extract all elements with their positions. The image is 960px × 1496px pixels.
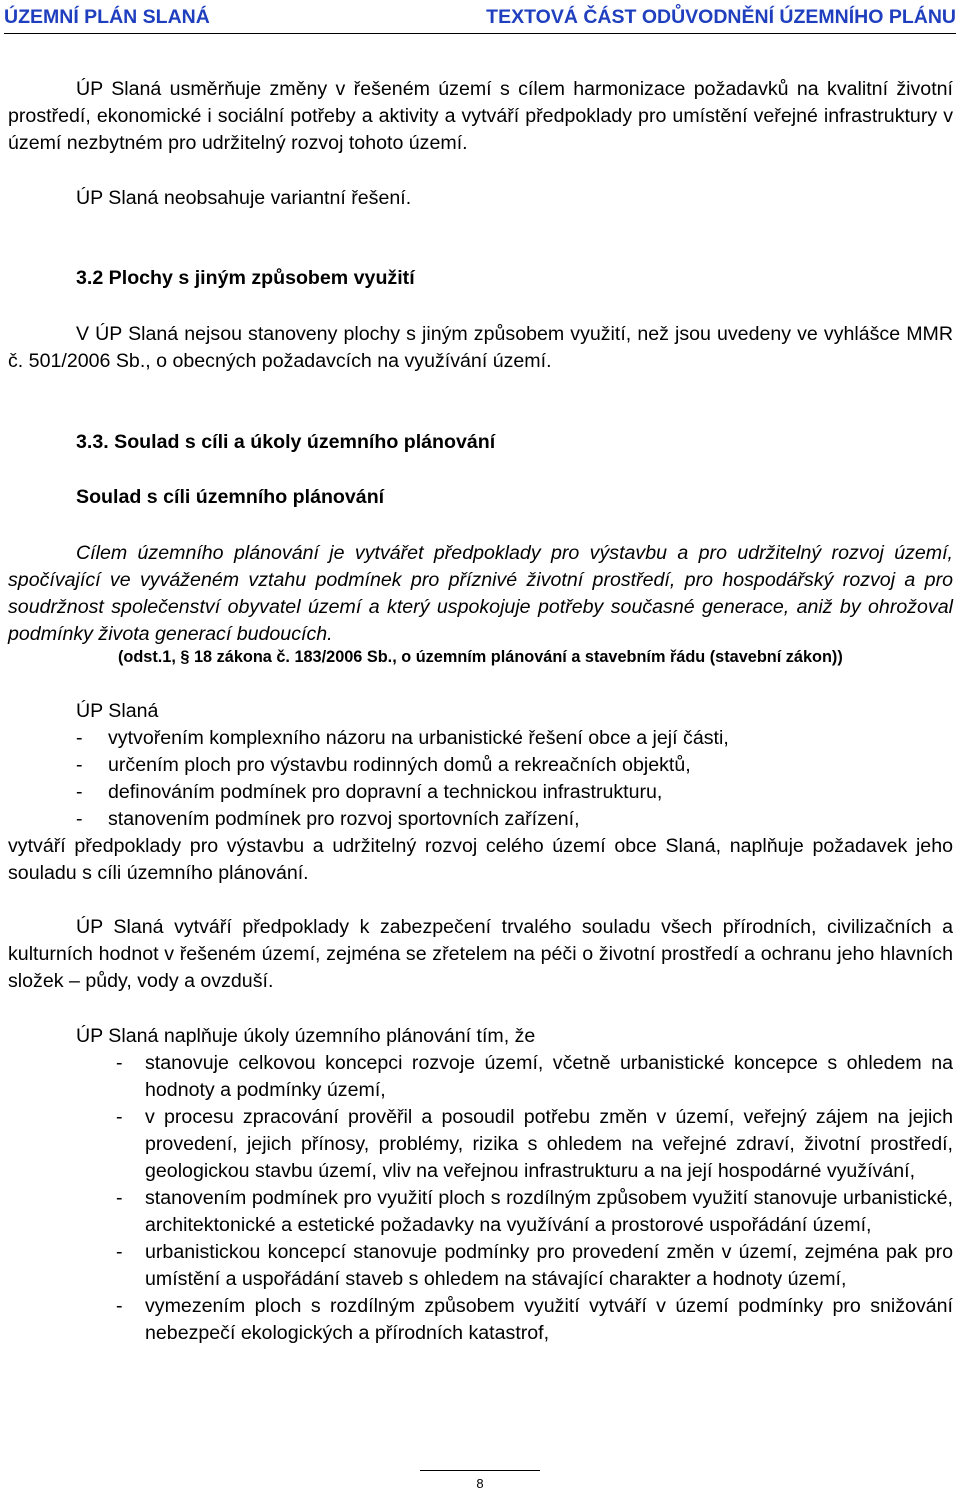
page-number: 8	[476, 1476, 484, 1491]
page-header	[4, 5, 956, 34]
intro-paragraph: ÚP Slaná usměrňuje změny v řešeném území s cílem harmonizace požadavků na kvalitní životní prostředí, ekonomické i sociální potřeby a aktivity a vytváří předpoklady pro umístění veřejné infrastruktury v území nezbytném pro udržitelný rozvoj tohoto území.	[8, 78, 953, 154]
section-3-2-text: V ÚP Slaná nejsou stanoveny plochy s jiným způsobem využití, než jsou uvedeny ve vyhlášce MMR č. 501/2006 Sb., o obecných požadavcích na využívání území.	[8, 323, 953, 372]
list-planning-measures	[8, 725, 953, 833]
list-item: - stanovuje celkovou koncepci rozvoje území, včetně urbanistické koncepce s ohledem na hodnoty a podmínky území,	[116, 1052, 953, 1101]
tasks-intro: ÚP Slaná naplňuje úkoly územního plánování tím, že	[76, 1025, 536, 1047]
list-item: - v procesu zpracování prověřil a posoudil potřebu změn v území, veřejný zájem na jejich provedení, jejich přínosy, problémy, rizika s ohledem na veřejné zdraví, životní prostředí, geologickou stavbu území, vliv na veřejnou infrastrukturu a na její hospodárné využívání,	[116, 1106, 953, 1182]
section-3-3-heading: 3.3. Soulad s cíli a úkoly územního plánování	[76, 431, 496, 453]
section-3-2-heading: 3.2 Plochy s jiným způsobem využití	[76, 267, 415, 289]
variant-note: ÚP Slaná neobsahuje variantní řešení.	[76, 187, 412, 209]
footer-divider	[420, 1470, 540, 1471]
list-item: - urbanistickou koncepcí stanovuje podmínky pro provedení změn v území, zejména pak pro umístění a uspořádání staveb s ohledem na stávající charakter a hodnoty území,	[116, 1241, 953, 1290]
section-3-3-subheading: Soulad s cíli územního plánování	[76, 486, 385, 508]
header-section-title: TEXTOVÁ ČÁST ODŮVODNĚNÍ ÚZEMNÍHO PLÁNU	[486, 6, 956, 28]
law-quote: Cílem územního plánování je vytvářet předpoklady pro výstavbu a pro udržitelný rozvoj území, spočívající ve vyváženém vztahu podmínek pro příznivé životní prostředí, pro hospodářský rozvoj a pro soudržnost společenství obyvatel území a který uspokojuje potřeby současné generace, aniž by ohrožoval podmínky života generací budoucích.	[8, 542, 953, 645]
list-item: - definováním podmínek pro dopravní a technickou infrastrukturu,	[76, 781, 663, 803]
list-item: - stanovením podmínek pro využití ploch s rozdílným způsobem využití stanovuje urbanistické, architektonické a estetické požadavky na využívání a prostorové uspořádání území,	[116, 1187, 953, 1236]
list-planning-tasks	[8, 1050, 953, 1347]
list-item: - vytvořením komplexního názoru na urbanistické řešení obce a její části,	[76, 727, 729, 749]
list-conclusion: vytváří předpoklady pro výstavbu a udržitelný rozvoj celého území obce Slaná, naplňuje požadavek jeho souladu s cíli územního plánování.	[8, 835, 953, 884]
list-item: - určením ploch pro výstavbu rodinných domů a rekreačních objektů,	[76, 754, 691, 776]
header-document-title: ÚZEMNÍ PLÁN SLANÁ	[4, 6, 210, 28]
law-citation: (odst.1, § 18 zákona č. 183/2006 Sb., o územním plánování a stavebním řádu (stavební zákon))	[118, 648, 843, 666]
list-item: - stanovením podmínek pro rozvoj sportovních zařízení,	[76, 808, 580, 830]
list-item: - vymezením ploch s rozdílným způsobem využití vytváří v území podmínky pro snižování nebezpečí ekologických a přírodních katastrof,	[116, 1295, 953, 1344]
up-label: ÚP Slaná	[76, 700, 159, 722]
protection-paragraph: ÚP Slaná vytváří předpoklady k zabezpečení trvalého souladu všech přírodních, civilizačních a kulturních hodnot v řešeném území, zejména se zřetelem na péči o životní prostředí a ochranu jeho hlavních složek – půdy, vody a ovzduší.	[8, 916, 953, 992]
